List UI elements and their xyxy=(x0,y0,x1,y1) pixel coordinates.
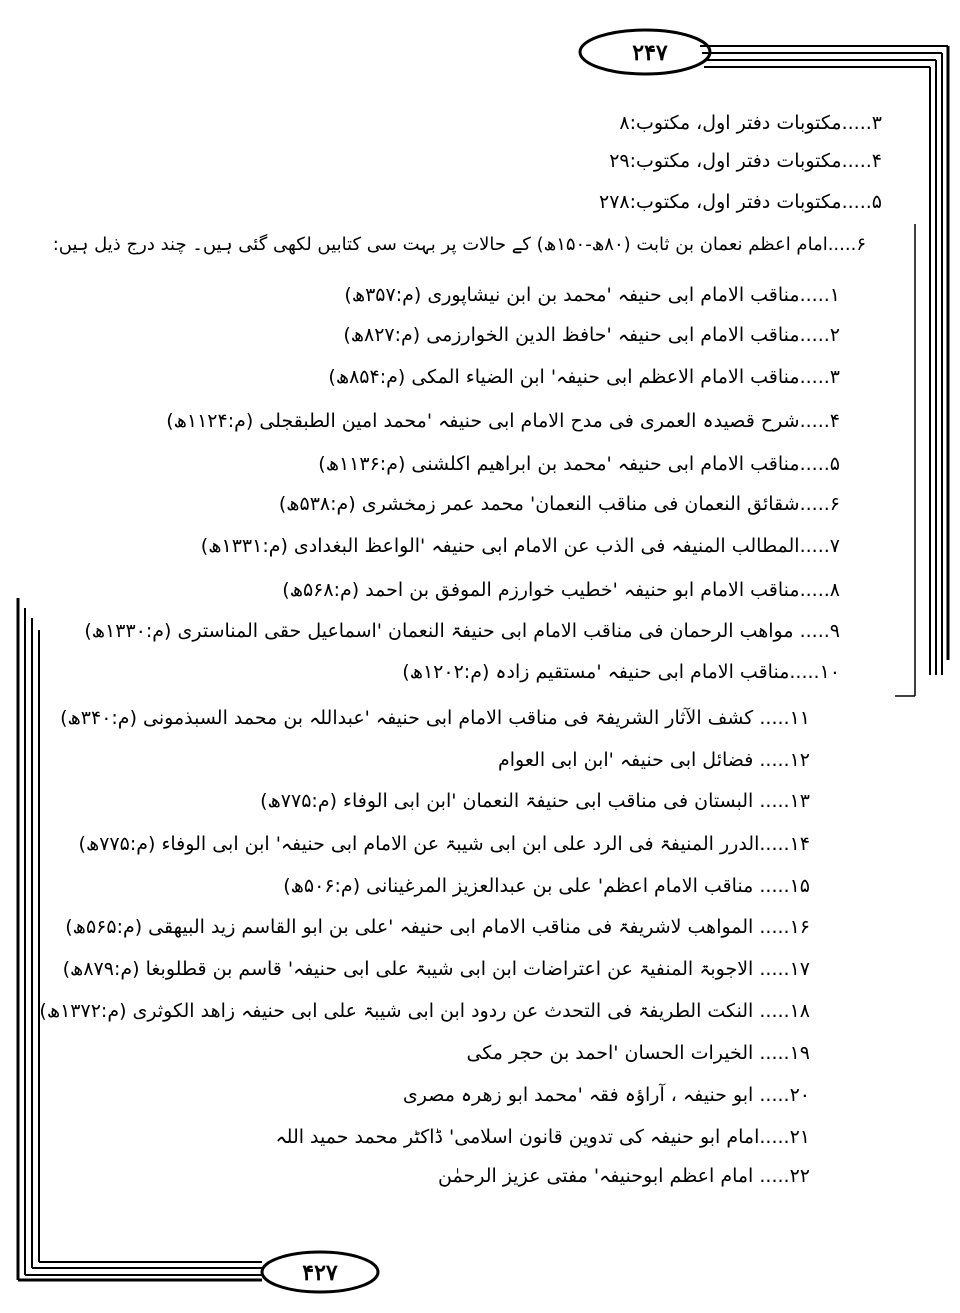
book-item-14: ۱۴.....الدرر المنیفۃ فی الرد علی ابن ابی شیبۃ عن الامام ابی حنیفہ' ابن ابی الوفاء (م:۷۷۵ھ) xyxy=(78,833,810,855)
book-item-19: ۱۹..... الخیرات الحسان 'احمد بن حجر مکی xyxy=(466,1042,810,1064)
page-number-top: ۲۴۷ xyxy=(632,40,668,66)
book-item-11: ۱۱..... کشف الآثار الشریفۃ فی مناقب الامام ابی حنیفہ 'عبداللہ بن محمد السبذمونی (م:۳۴۰ھ) xyxy=(60,707,810,729)
book-item-1: ۱.....مناقب الامام ابی حنیفہ 'محمد بن ابن نیشاپوری (م:۳۵۷ھ) xyxy=(344,284,840,306)
book-item-16: ۱۶..... المواھب لاشریفۃ فی مناقب الامام ابی حنیفہ 'علی بن ابو القاسم زید البیھقی (م:۵۶۵ھ) xyxy=(65,916,810,938)
book-item-13: ۱۳..... البستان فی مناقب ابی حنیفۃ النعمان 'ابن ابی الوفاء (م:۷۷۵ھ) xyxy=(260,790,810,812)
book-item-15: ۱۵..... مناقب الامام اعظم' علی بن عبدالعزیز المرغینانی (م:۵۰۶ھ) xyxy=(283,875,810,897)
footnote-3: ۳.....مکتوبات دفتر اول، مکتوب:۸ xyxy=(619,112,882,134)
page-number-bottom: ۴۲۷ xyxy=(302,1260,338,1286)
book-item-12: ۱۲..... فضائل ابی حنیفہ 'ابن ابی العوام xyxy=(498,749,810,771)
book-item-2: ۲.....مناقب الامام ابی حنیفہ 'حافظ الدین الخوارزمی (م:۸۲۷ھ) xyxy=(343,324,840,346)
book-item-5: ۵.....مناقب الامام ابی حنیفہ 'محمد بن ابراھیم اکلشنی (م:۱۱۳۶ھ) xyxy=(318,453,840,475)
book-item-20: ۲۰..... ابو حنیفہ ، آراؤہ فقہ 'محمد ابو زھرہ مصری xyxy=(402,1084,810,1106)
book-item-21: ۲۱.....امام ابو حنیفہ کی تدوین قانون اسلامی' ڈاکٹر محمد حمید اللہ xyxy=(275,1126,810,1148)
footnote-6-heading: ۶.....امام اعظم نعمان بن ثابت (۸۰ھ-۱۵۰ھ) کے حالات پر بہت سی کتابیں لکھی گئی ہیں۔ چند درج ذیل ہیں: xyxy=(52,234,866,255)
book-item-7: ۷.....المطالب المنیفہ فی الذب عن الامام ابی حنیفہ 'الواعظ البغدادی (م:۱۳۳۱ھ) xyxy=(200,535,840,557)
book-item-4: ۴.....شرح قصیدہ العمری فی مدح الامام ابی حنیفہ 'محمد امین الطبقجلی (م:۱۱۲۴ھ) xyxy=(166,410,840,432)
book-item-9: ۹..... مواھب الرحمان فی مناقب الامام ابی حنیفۃ النعمان 'اسماعیل حقی المناستری (م:۱۳۳۰ھ) xyxy=(84,620,840,642)
footnote-5: ۵.....مکتوبات دفتر اول، مکتوب:۲۷۸ xyxy=(598,191,882,213)
book-item-6: ۶.....شقائق النعمان فی مناقب النعمان' محمد عمر زمخشری (م:۵۳۸ھ) xyxy=(278,493,840,515)
footnote-4: ۴.....مکتوبات دفتر اول، مکتوب:۲۹ xyxy=(609,150,882,172)
book-item-8: ۸.....مناقب الامام ابو حنیفہ 'خطیب خوارزم الموفق بن احمد (م:۵۶۸ھ) xyxy=(282,579,840,601)
book-item-22: ۲۲..... امام اعظم ابوحنیفہ' مفتی عزیز الرحمٰن xyxy=(438,1165,810,1187)
book-item-3: ۳.....مناقب الامام الاعظم ابی حنیفہ' ابن الضیاء المکی (م:۸۵۴ھ) xyxy=(328,366,840,388)
book-item-17: ۱۷..... الاجوبۃ المنفیۃ عن اعتراضات ابن ابی شیبۃ علی ابی حنیفہ' قاسم بن قطلوبغا (م:۸۷۹ھ) xyxy=(62,958,810,980)
book-item-18: ۱۸..... النکت الطریفۃ فی التحدث عن ردود ابن ابی شیبۃ علی ابی حنیفہ زاھد الکوثری (م:۱۳۷۲ھ) xyxy=(39,1000,810,1022)
book-item-10: ۱۰.....مناقب الامام ابی حنیفہ 'مستقیم زادہ (م:۱۲۰۲ھ) xyxy=(402,661,840,683)
